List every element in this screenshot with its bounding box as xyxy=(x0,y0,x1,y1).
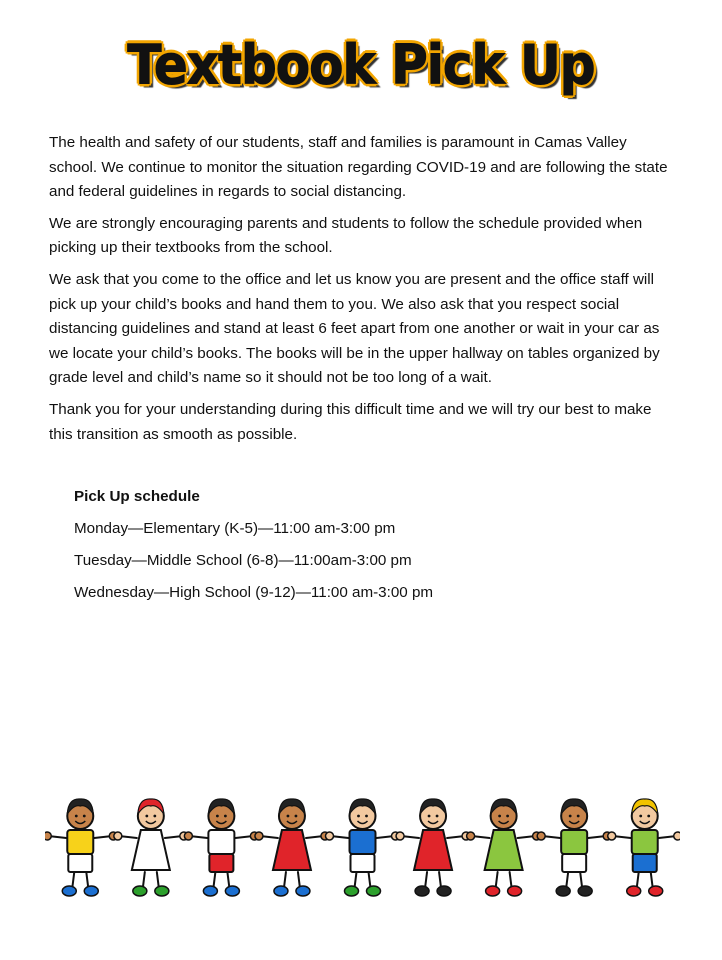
child-figure xyxy=(114,799,188,896)
pickup-schedule xyxy=(74,484,433,612)
child-figure xyxy=(184,799,258,896)
child-figure xyxy=(537,799,611,896)
schedule-item-monday: Monday—Elementary (K-5)—11:00 am-3:00 pm xyxy=(74,520,396,537)
paragraph-safety: The health and safety of our students, staff and families is paramount in Camas Valley school. We continue to monitor the situation regarding COVID-19 and are following the state and federal guidelines in regards to social distancing. xyxy=(49,134,668,201)
paragraph-thank-you: Thank you for your understanding during this difficult time and we will try our best to make this transition as smooth as possible. xyxy=(49,400,652,443)
child-figure xyxy=(255,799,329,896)
children-holding-hands-illustration xyxy=(45,790,680,905)
child-figure xyxy=(608,799,680,896)
child-figure xyxy=(467,799,541,896)
schedule-heading: Pick Up schedule xyxy=(74,488,200,505)
body-text xyxy=(49,131,674,454)
child-figure xyxy=(326,799,400,896)
schedule-item-tuesday: Tuesday—Middle School (6-8)—11:00am-3:00 pm xyxy=(74,552,412,569)
child-figure xyxy=(396,799,470,896)
schedule-item-wednesday: Wednesday—High School (9-12)—11:00 am-3:00 pm xyxy=(74,584,434,601)
child-figure xyxy=(45,799,117,896)
paragraph-office-instructions: We ask that you come to the office and let us know you are present and the office staff will pick up your child’s books and hand them to you. We also ask that you respect social distancing guidelines and stand at least 6 feet apart from one another or wait in your car as we locate your child’s books. The books will be in the upper hallway on tables organized by grade level and child’s name so it should not be too long of a wait. xyxy=(49,270,660,387)
paragraph-schedule-encouragement: We are strongly encouraging parents and students to follow the schedule provided when picking up their textbooks from the school. xyxy=(49,214,643,257)
page-title: Textbook Pick Up xyxy=(127,33,595,97)
